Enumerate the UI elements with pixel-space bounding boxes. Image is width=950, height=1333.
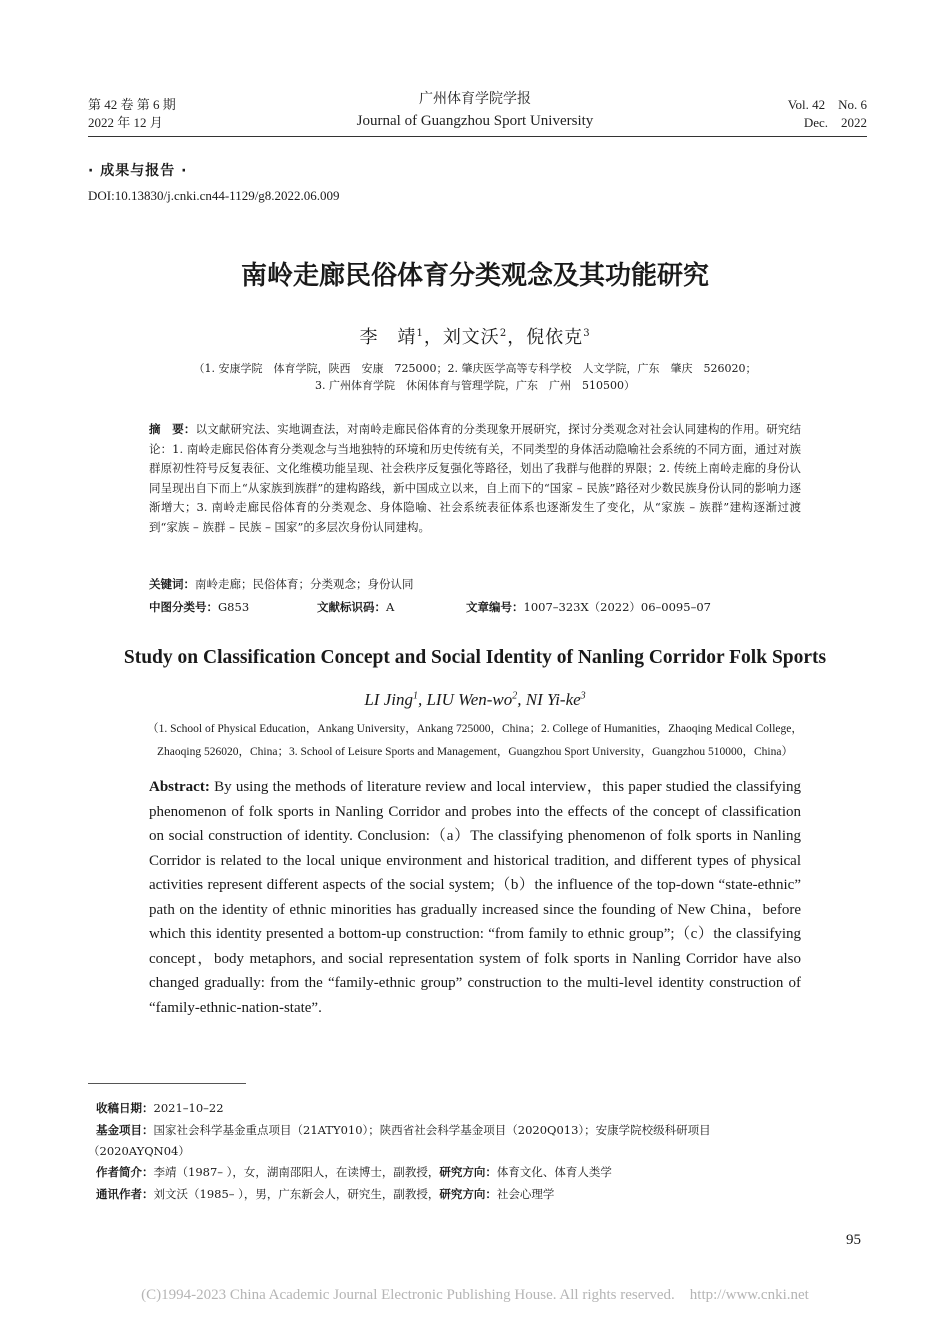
abstract-en-text: By using the methods of literature review and local interview，this paper studied the classifying phenomenon of folk sports in Nanling Corridor and probes into the effects of the concept of classification on social construction of identity. Conclusion:（a）The classifying phenomenon of folk sports in Nanling Corridor is related to the local unique environment and historical tradition, and different types of physical activities represent different aspects of the social system;（b）the influence of the top-down “state-ethnic” path on the identity of ethnic minorities has gradually increased since the founding of New China，before which this identity presented a bottom-up construction: “from family to ethnic group”;（c）the classifying concept，body metaphors, and social representation system of folk sports in Nanling Corridor have also changed gradually: from the “family-ethnic group” construction to the multi-level identity construction of “family-ethnic-nation-state”. — [149, 779, 801, 1016]
author-affiliation-mark: 2 — [512, 690, 518, 702]
keywords-cn-text: 南岭走廊；民俗体育；分类观念；身份认同 — [195, 577, 414, 591]
affiliation-en-line2: Zhaoqing 526020，China；3. School of Leisure Sports and Management，Guangzhou Sport University，Guangzhou 510000，China） — [157, 746, 793, 758]
page-number: 95 — [846, 1232, 861, 1248]
footnote-fund-cont: （2020AYQN04） — [88, 1144, 190, 1158]
abstract-cn-label: 摘 要： — [149, 422, 196, 436]
keywords-cn-label: 关键词： — [149, 577, 195, 591]
fund-label: 基金项目： — [96, 1123, 154, 1137]
articleno-label: 文章编号： — [466, 600, 524, 614]
affiliation-en-line1: （1. School of Physical Education，Ankang University，Ankang 725000，China；2. College of Humanities，Zhaoqing Medical College， — [147, 723, 803, 735]
author-name-en: NI Yi-ke — [525, 690, 581, 709]
author-bio-text: 李靖（1987– ），女，湖南邵阳人，在读博士，副教授， — [153, 1165, 440, 1179]
header-rule — [88, 136, 867, 137]
footnote-author — [96, 1162, 871, 1183]
doccode-value: A — [386, 600, 395, 614]
author-affiliation-mark: 2 — [499, 328, 508, 339]
articleno-value: 1007–323X（2022）06–0095–07 — [523, 600, 711, 614]
article-number — [466, 598, 711, 618]
abstract-cn-text: 以文献研究法、实地调查法，对南岭走廊民俗体育的分类现象开展研究，探讨分类观念对社会认同建构的作用。研究结论：1. 南岭走廊民俗体育分类观念与当地独特的环境和历史传统有关，不同类型的身体活动隐喻社会系统的不同方面，通过对族群原初性符号反复表征、文化维模功能呈现、社会秩序反复强化等路径，划出了我群与他群的界限；2. 传统上南岭走廊的身份认同呈现出自下而上“从家族到族群”的建构路线，新中国成立以来，自上而下的“国家 – 民族”路径对少数民族身份认同的影响力逐渐增大；3. 南岭走廊民俗体育的分类观念、身体隐喻、社会系统表征体系也逐渐发生了变化，从“家族 – 族群”建构逐渐过渡到“家族 – 族群 – 民族 – 国家”的多层次身份认同建构。 — [149, 422, 802, 534]
header-date-en: Dec. 2022 — [803, 115, 867, 130]
research-direction-label: 研究方向： — [439, 1165, 497, 1179]
footnote-fund — [96, 1120, 871, 1141]
author-affiliation-mark: 1 — [416, 328, 424, 339]
author-bio-label: 作者简介： — [96, 1165, 154, 1179]
footnote-received — [96, 1098, 871, 1119]
footnote-corresponding — [96, 1184, 871, 1205]
author-name: 刘文沃 — [442, 327, 500, 348]
author-separator: , — [517, 690, 526, 709]
abstract-cn — [149, 420, 801, 537]
doccode-label: 文献标识码： — [317, 600, 386, 614]
abstract-en — [149, 775, 801, 1020]
author-affiliation-mark: 3 — [580, 690, 586, 702]
author-name: 倪依克 — [526, 327, 584, 348]
section-tag: · 成果与报告 · — [88, 163, 188, 179]
authors-cn — [0, 323, 950, 349]
corr-direction: 社会心理学 — [496, 1187, 555, 1201]
doi: DOI:10.13830/j.cnki.cn44-1129/g8.2022.06.009 — [88, 188, 340, 203]
research-direction-label: 研究方向： — [439, 1187, 497, 1201]
abstract-en-label: Abstract: — [149, 779, 210, 795]
author-separator: ， — [423, 327, 443, 348]
header-journal-en: Journal of Guangzhou Sport University — [356, 113, 594, 129]
author-name-en: LIU Wen-wo — [426, 690, 513, 709]
corr-text: 刘文沃（1985– ），男，广东新会人，研究生，副教授， — [153, 1187, 440, 1201]
clc-number — [149, 598, 249, 618]
copyright-notice: (C)1994-2023 China Academic Journal Electronic Publishing House. All rights reserved. http://www.cnki.net — [141, 1287, 809, 1303]
header-date-cn: 2022 年 12 月 — [88, 115, 163, 130]
author-name: 李 靖 — [359, 327, 417, 348]
keywords-cn — [149, 575, 801, 595]
clc-label: 中图分类号： — [149, 600, 218, 614]
header-volume-cn: 第 42 卷 第 6 期 — [88, 97, 176, 112]
author-affiliation-mark: 3 — [583, 328, 591, 339]
header-journal-cn: 广州体育学院学报 — [419, 91, 531, 107]
affiliation-cn-line1: （1. 安康学院 体育学院，陕西 安康 725000；2. 肇庆医学高等专科学校 人文学院，广东 肇庆 526020； — [193, 362, 757, 375]
author-direction: 体育文化、体育人类学 — [496, 1165, 612, 1179]
corr-label: 通讯作者： — [96, 1187, 154, 1201]
received-date: 2021–10–22 — [153, 1101, 224, 1115]
affiliation-cn-line2: 3. 广州体育学院 休闲体育与管理学院，广东 广州 510500） — [315, 379, 635, 392]
clc-value: G853 — [218, 600, 250, 614]
received-label: 收稿日期： — [96, 1101, 154, 1115]
article-title-cn: 南岭走廊民俗体育分类观念及其功能研究 — [240, 261, 709, 291]
fund-text: 国家社会科学基金重点项目（21ATY010）；陕西省社会科学基金项目（2020Q013）；安康学院校级科研项目 — [153, 1123, 711, 1137]
footnote-rule — [88, 1083, 246, 1084]
document-code — [317, 598, 394, 618]
author-affiliation-mark: 1 — [412, 690, 418, 702]
article-title-en: Study on Classification Concept and Social Identity of Nanling Corridor Folk Sports — [123, 647, 827, 668]
author-separator: , — [417, 690, 427, 709]
author-name-en: LI Jing — [364, 690, 413, 709]
authors-en — [0, 690, 950, 710]
author-separator: ， — [507, 327, 527, 348]
header-volume-en: Vol. 42 No. 6 — [787, 97, 867, 112]
